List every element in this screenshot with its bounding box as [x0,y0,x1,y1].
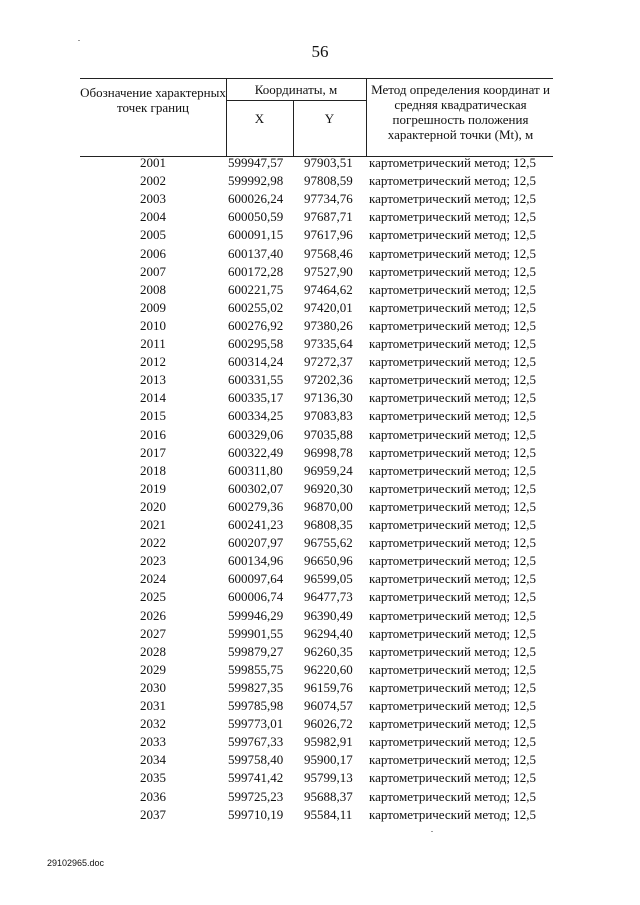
table-row [0,444,640,462]
point-id: 2024 [140,571,166,587]
method: картометрический метод; 12,5 [369,209,537,225]
point-id: 2002 [140,173,166,189]
method: картометрический метод; 12,5 [369,535,537,551]
coord-x: 600255,02 [228,299,284,315]
method: картометрический метод; 12,5 [369,589,537,605]
table-row [0,371,640,389]
coord-x: 600091,15 [228,227,284,243]
point-id: 2011 [140,336,166,351]
table-row [0,570,640,588]
coord-y: 96390,49 [304,607,353,623]
point-id: 2026 [140,607,166,623]
table-row [0,733,640,751]
table-row [0,788,640,806]
coord-y: 97808,59 [304,173,353,189]
coord-x: 600314,24 [228,354,284,370]
point-id: 2015 [140,408,166,424]
method: картометрический метод; 12,5 [369,408,537,424]
point-id: 2001 [140,155,166,170]
point-id: 2012 [140,354,166,370]
table-row [0,588,640,606]
table-row [0,679,640,697]
coord-x: 599855,75 [228,661,284,677]
table-row [0,317,640,335]
method: картометрический метод; 12,5 [369,679,537,695]
coord-y: 96870,00 [304,498,353,514]
method: картометрический метод; 12,5 [369,354,537,370]
coord-x: 600331,55 [228,372,284,388]
table-row [0,769,640,787]
point-id: 2007 [140,263,166,279]
coord-y: 96220,60 [304,661,353,677]
method: картометрический метод; 12,5 [369,553,537,569]
point-id: 2025 [140,589,166,605]
table-row [0,154,640,172]
coord-x: 599773,01 [228,716,284,732]
coord-x: 599785,98 [228,698,284,713]
method: картометрический метод; 12,5 [369,607,537,623]
point-id: 2030 [140,679,166,695]
table-row [0,480,640,498]
header-top-rule [80,78,553,79]
coord-x: 599901,55 [228,625,284,641]
coord-y: 96920,30 [304,480,353,496]
point-id: 2010 [140,317,166,333]
table-row [0,263,640,281]
coord-x: 600311,80 [228,462,283,478]
table-row [0,498,640,516]
header-coords: Координаты, м [254,82,338,97]
method: картометрический метод; 12,5 [369,390,537,406]
table-row [0,534,640,552]
coord-x: 600137,40 [228,245,284,261]
point-id: 2034 [140,752,166,768]
table-row [0,245,640,263]
point-id: 2031 [140,698,166,713]
coord-x: 599725,23 [228,788,284,804]
table-row [0,607,640,625]
table-row [0,208,640,226]
header-divider-xy [293,101,294,156]
coord-y: 97380,26 [304,317,353,333]
coord-y: 97734,76 [304,191,353,207]
coord-x: 600221,75 [228,281,284,297]
table-row [0,389,640,407]
coord-y: 96998,78 [304,444,353,460]
coord-y: 97035,88 [304,426,353,442]
table-row [0,335,640,353]
table-row [0,299,640,317]
method: картометрический метод; 12,5 [369,806,537,822]
coord-y: 97617,96 [304,227,353,243]
document-filename: 29102965.doc [47,858,105,868]
coord-y: 95799,13 [304,770,353,786]
coord-y: 96755,62 [304,535,353,551]
coord-x: 600334,25 [228,408,284,424]
method: картометрический метод; 12,5 [369,245,537,261]
table-row [0,226,640,244]
method: картометрический метод; 12,5 [369,281,537,297]
coord-y: 95900,17 [304,752,353,768]
method: картометрический метод; 12,5 [369,444,537,460]
coord-x: 600097,64 [228,571,284,587]
header-divider-2 [366,78,367,156]
point-id: 2028 [140,643,166,659]
table-row [0,625,640,643]
table-row [0,715,640,733]
coord-x: 600302,07 [228,480,284,496]
coord-x: 599741,42 [228,770,284,786]
table-row [0,281,640,299]
table-row [0,407,640,425]
coord-x: 600276,92 [228,317,284,333]
method: картометрический метод; 12,5 [369,155,537,170]
point-id: 2009 [140,299,166,315]
point-id: 2017 [140,444,166,460]
header-coords-rule [226,100,366,101]
table-row [0,661,640,679]
method: картометрический метод; 12,5 [369,698,537,713]
coord-x: 599758,40 [228,752,284,768]
coord-x: 600207,97 [228,535,284,551]
point-id: 2029 [140,661,166,677]
point-id: 2036 [140,788,166,804]
method: картометрический метод; 12,5 [369,317,537,333]
coord-x: 599710,19 [228,806,284,822]
coord-y: 97136,30 [304,390,353,406]
coord-y: 97083,83 [304,408,353,424]
method: картометрический метод; 12,5 [369,643,537,659]
method: картометрический метод; 12,5 [369,734,537,750]
method: картометрический метод; 12,5 [369,462,537,478]
coord-x: 600322,49 [228,444,284,460]
method: картометрический метод; 12,5 [369,263,537,279]
table-row [0,516,640,534]
table-row [0,552,640,570]
table-row [0,172,640,190]
coord-y: 96260,35 [304,643,353,659]
coord-y: 97903,51 [304,155,353,170]
coord-x: 600006,74 [228,589,284,605]
method: картометрический метод; 12,5 [369,571,537,587]
table-row [0,806,640,824]
coord-y: 95584,11 [304,806,353,822]
coord-y: 97272,37 [304,354,353,370]
point-id: 2018 [140,462,166,478]
header-designation: Обозначение характерных точек границ [80,85,226,115]
coord-x: 600026,24 [228,191,284,207]
coord-y: 97202,36 [304,372,353,388]
method: картометрический метод; 12,5 [369,227,537,243]
coord-x: 600329,06 [228,426,284,442]
point-id: 2004 [140,209,166,225]
method: картометрический метод; 12,5 [369,299,537,315]
coord-y: 96294,40 [304,625,353,641]
method: картометрический метод; 12,5 [369,498,537,514]
point-id: 2035 [140,770,166,786]
coord-y: 96026,72 [304,716,353,732]
point-id: 2003 [140,191,166,207]
coord-y: 96599,05 [304,571,353,587]
table-header [80,78,553,158]
method: картометрический метод; 12,5 [369,191,537,207]
coord-y: 95688,37 [304,788,353,804]
coord-y: 96159,76 [304,679,353,695]
table-row [0,462,640,480]
point-id: 2022 [140,535,166,551]
point-id: 2014 [140,390,166,406]
header-method: Метод определения координат и средняя квадратическая погрешность положения характерной точки (Mt), м [371,82,550,142]
coord-y: 96959,24 [304,462,353,478]
coord-y: 97527,90 [304,263,353,279]
coord-x: 599879,27 [228,643,284,659]
method: картометрический метод; 12,5 [369,336,537,351]
table-row [0,426,640,444]
coord-x: 600134,96 [228,553,284,569]
point-id: 2027 [140,625,166,641]
point-id: 2032 [140,716,166,732]
coord-x: 599827,35 [228,679,284,695]
coord-x: 599767,33 [228,734,284,750]
method: картометрический метод; 12,5 [369,426,537,442]
coord-y: 97687,71 [304,209,353,225]
coord-x: 600241,23 [228,517,284,532]
coord-y: 96477,73 [304,589,353,605]
coord-y: 95982,91 [304,734,353,750]
method: картометрический метод; 12,5 [369,372,537,388]
coord-y: 96808,35 [304,517,353,532]
point-id: 2037 [140,806,166,822]
table-row [0,751,640,769]
method: картометрический метод; 12,5 [369,480,537,496]
method: картометрический метод; 12,5 [369,173,537,189]
method: картометрический метод; 12,5 [369,625,537,641]
table-row [0,353,640,371]
method: картометрический метод; 12,5 [369,788,537,804]
method: картометрический метод; 12,5 [369,716,537,732]
coord-x: 599947,57 [228,155,284,170]
scan-speck [78,40,80,41]
coord-y: 96074,57 [304,698,353,713]
coord-x: 600295,58 [228,336,284,351]
coord-y: 97420,01 [304,299,353,315]
point-id: 2006 [140,245,166,261]
coord-y: 97568,46 [304,245,353,261]
header-y: Y [324,111,335,126]
point-id: 2016 [140,426,166,442]
header-x: X [254,111,265,126]
coord-x: 600335,17 [228,390,284,406]
method: картометрический метод; 12,5 [369,661,537,677]
page-number: 56 [311,42,329,61]
point-id: 2021 [140,517,166,532]
point-id: 2005 [140,227,166,243]
method: картометрический метод; 12,5 [369,517,537,532]
point-id: 2020 [140,498,166,514]
point-id: 2019 [140,480,166,496]
coord-x: 600279,36 [228,498,284,514]
point-id: 2008 [140,281,166,297]
coord-y: 96650,96 [304,553,353,569]
coord-x: 600172,28 [228,263,284,279]
point-id: 2023 [140,553,166,569]
coord-x: 600050,59 [228,209,284,225]
point-id: 2013 [140,372,166,388]
coord-x: 599946,29 [228,607,284,623]
method: картометрический метод; 12,5 [369,770,537,786]
table-row [0,697,640,715]
table-row [0,190,640,208]
point-id: 2033 [140,734,166,750]
coord-x: 599992,98 [228,173,284,189]
scan-speck [431,831,433,832]
table-row [0,643,640,661]
coord-y: 97464,62 [304,281,353,297]
method: картометрический метод; 12,5 [369,752,537,768]
coord-y: 97335,64 [304,336,353,351]
